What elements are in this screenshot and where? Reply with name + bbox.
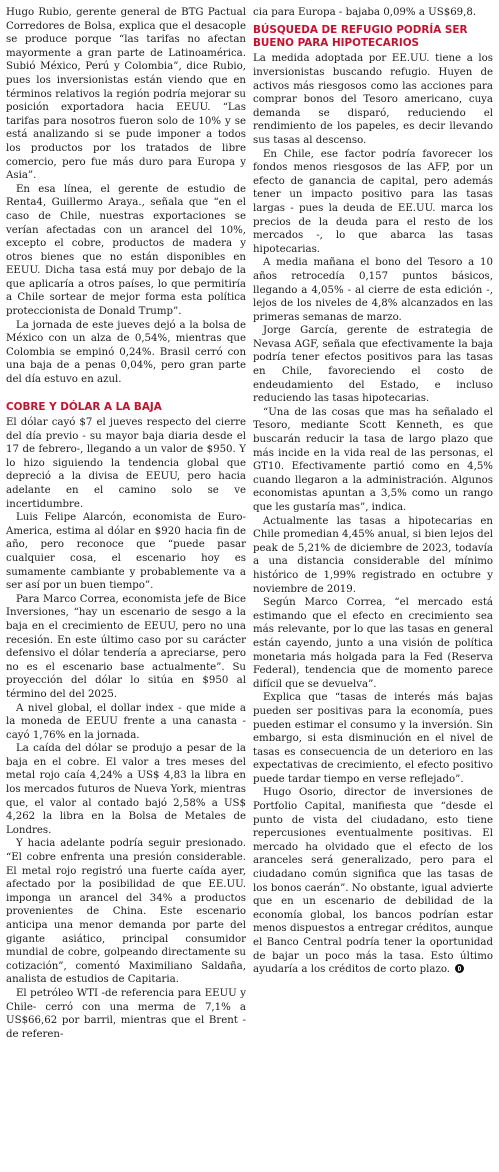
paragraph: La caída del dólar se produjo a pesar de la baja en el cobre. El valor a tres meses del metal rojo caía 4,24% a US$ 4,83 la libra en los mercados futuros de Nueva York, mientras que, el valor al contado bajó 2,58% a US$ 4,262 la libra en la Bolsa de Metales de Londres.: [6, 743, 246, 836]
paragraph: La medida adoptada por EE.UU. tiene a los inversionistas buscando refugio. Huyen de activos más riesgosos como las acciones para comprar bonos del Tesoro americano, cuya demanda se disparó, reduciendo el rendimiento de los papeles, es decir llevando sus tasas al descenso.: [253, 53, 493, 146]
paragraph: A nivel global, el dollar index - que mide a la moneda de EEUU frente a una canasta - cayó 1,76% en la jornada.: [6, 702, 246, 741]
paragraph: En esa línea, el gerente de estudio de Renta4, Guillermo Araya., señala que “en el caso de Chile, nuestras exportaciones se verían afectadas con un arancel del 10%, excepto el cobre, productos de madera y otros bienes que no están disponibles en EEUU. Dicha tasa está muy por debajo de la que aplicaría a otros países, lo que permitiría a Chile sortear de mejor forma esta política proteccionista de Donald Trump”.: [6, 183, 246, 318]
paragraph: Explica que “tasas de interés más bajas pueden ser positivas para la economía, pues pueden estimar el consumo y la inversión. Sin embargo, si esta disminución en el nivel de tasas es consecuencia de un deterioro en las expectativas de crecimiento, el efecto positivo puede tardar tiempo en verse reflejado”.: [253, 692, 493, 785]
paragraph-last-text: Hugo Osorio, director de inversiones de Portfolio Capital, manifiesta que “desde el punto de vista del ciudadano, esto tiene repercusiones eventualmente positivas. El mercado ha olvidado que el efecto de los aranceles será generalizado, pero para el ciudadano común significa que las tasas de los bonos caerán”. No obstante, igual advierte que en un escenario de debilidad de la economía global, los bancos podrían estar menos dispuestos a entregar créditos, aunque el Banco Central podría tener la oportunidad de bajar un poco más la tasa. Esto último ayudaría a los créditos de corto plazo.: [253, 787, 493, 976]
paragraph: Y hacia adelante podría seguir presionado. “El cobre enfrenta una presión considerable. El metal rojo registró una fuerte caída ayer, afectado por la posibilidad de que EE.UU. imponga un arancel del 34% a productos provenientes de China. Este escenario anticipa una menor demanda por parte del gigante asiático, principal consumidor mundial de cobre, golpeando directamente su cotización”, comentó Maximiliano Saldaña, analista de estudios de Capitaria.: [6, 838, 246, 986]
paragraph: Hugo Rubio, gerente general de BTG Pactual Corredores de Bolsa, explica que el desacople se produce porque “las tarifas no afectan mayormente a gran parte de Latinoamérica. Subió México, Perú y Colombia”, dice Rubio, pues los inversionistas están viendo que en términos relativos la región podría mejorar su posición exportadora hacia EEUU. “Las tarifas para nosotros fueron solo de 10% y se está analizando si se pude imponer a todos los productos por los tratados de libre comercio, pero fue más duro para Europa y Asia”.: [6, 7, 246, 182]
paragraph: Luis Felipe Alarcón, economista de Euro-America, estima al dólar en $920 hacia fin de año, pero reconoce que “puede pasar cualquier cosa, el escenario hoy es sumamente cambiante y probablemente va a ser así por un buen tiempo”.: [6, 512, 246, 592]
paragraph: Jorge García, gerente de estrategia de Nevasa AGF, señala que efectivamente la baja podría tener efectos positivos para las tasas en Chile, favoreciendo el costo de endeudamiento del Estado, e incluso reduciendo las tasas hipotecarias.: [253, 325, 493, 405]
end-mark-icon: [455, 964, 464, 973]
paragraph-last: [253, 786, 493, 976]
paragraph: “Una de las cosas que mas ha señalado el Tesoro, mediante Scott Kenneth, es que buscarán reducir la tasa de largo plazo que más incide en la vida real de las personas, el GT10. Efectivamente partió como en 4,5% cuando llegaron a la administración. Algunos economistas apuntan a 3,5% como un rango que les gustaría mas”, indica.: [253, 406, 493, 513]
paragraph: El dólar cayó $7 el jueves respecto del cierre del día previo - su mayor baja diaria desde el 17 de febrero-, llegando a un valor de $950. Y lo hizo siguiendo la tendencia global que depreció a la divisa de EEUU, pero hacia adelante en el camino solo se ve incertidumbre.: [6, 417, 246, 510]
section-headline-refugio: BÚSQUEDA DE REFUGIO PODRÍA SER BUENO PARA HIPOTECARIOS: [253, 23, 468, 49]
paragraph: Para Marco Correa, economista jefe de Bice Inversiones, “hay un escenario de sesgo a la baja en el crecimiento de EEUU, pero no una recesión. En este último caso por su carácter defensivo el dólar tendería a apreciarse, pero no es el escenario base actualmente”. Su proyección del dólar lo sitúa en $950 al término del del 2025.: [6, 593, 246, 700]
paragraph: A media mañana el bono del Tesoro a 10 años retrocedía 0,157 puntos básicos, llegando a 4,05% - al cierre de esta edición -, lejos de los niveles de 4,8% alcanzados en las primeras semanas de marzo.: [253, 257, 493, 323]
section-headline-cobre-dolar: COBRE Y DÓLAR A LA BAJA: [6, 400, 162, 413]
paragraph: El petróleo WTI -de referencia para EEUU y Chile- cerró con una merma de 7,1% a US$66,62 por barril, mientras que el Brent -de referen-: [6, 987, 246, 1040]
paragraph: Según Marco Correa, “el mercado está estimando que el efecto en crecimiento sea más relevante, por lo que las tasas en general están cayendo, junto a una visión de política monetaria más holgada para la Fed (Reserva Federal), tendencia que de momento parece difícil que se devuelva”.: [253, 597, 493, 690]
paragraph: En Chile, ese factor podría favorecer los fondos menos riesgosos de las AFP, por un efecto de ganancia de capital, pero además tener un impacto positivo para las tasas largas - pues la deuda de EE.UU. marca los precios de la deuda para el resto de los mercados -, lo que abarca las tasas hipotecarias.: [253, 148, 493, 255]
paragraph: La jornada de este jueves dejó a la bolsa de México con un alza de 0,54%, mientras que Colombia se empinó 0,24%. Brasil cerró con una baja de a penas 0,04%, pero gran parte del día estuvo en azul.: [6, 319, 246, 386]
right-column: [253, 6, 493, 1172]
paragraph: Actualmente las tasas a hipotecarias en Chile promedian 4,45% anual, si bien lejos del peak de 5,21% de diciembre de 2023, todavía a una distancia considerable del mínimo histórico de 1,99% registrado en octubre y noviembre de 2019.: [253, 515, 493, 595]
left-column: [6, 6, 246, 1172]
paragraph-continuation: cia para Europa - bajaba 0,09% a US$69,8.: [253, 7, 477, 18]
